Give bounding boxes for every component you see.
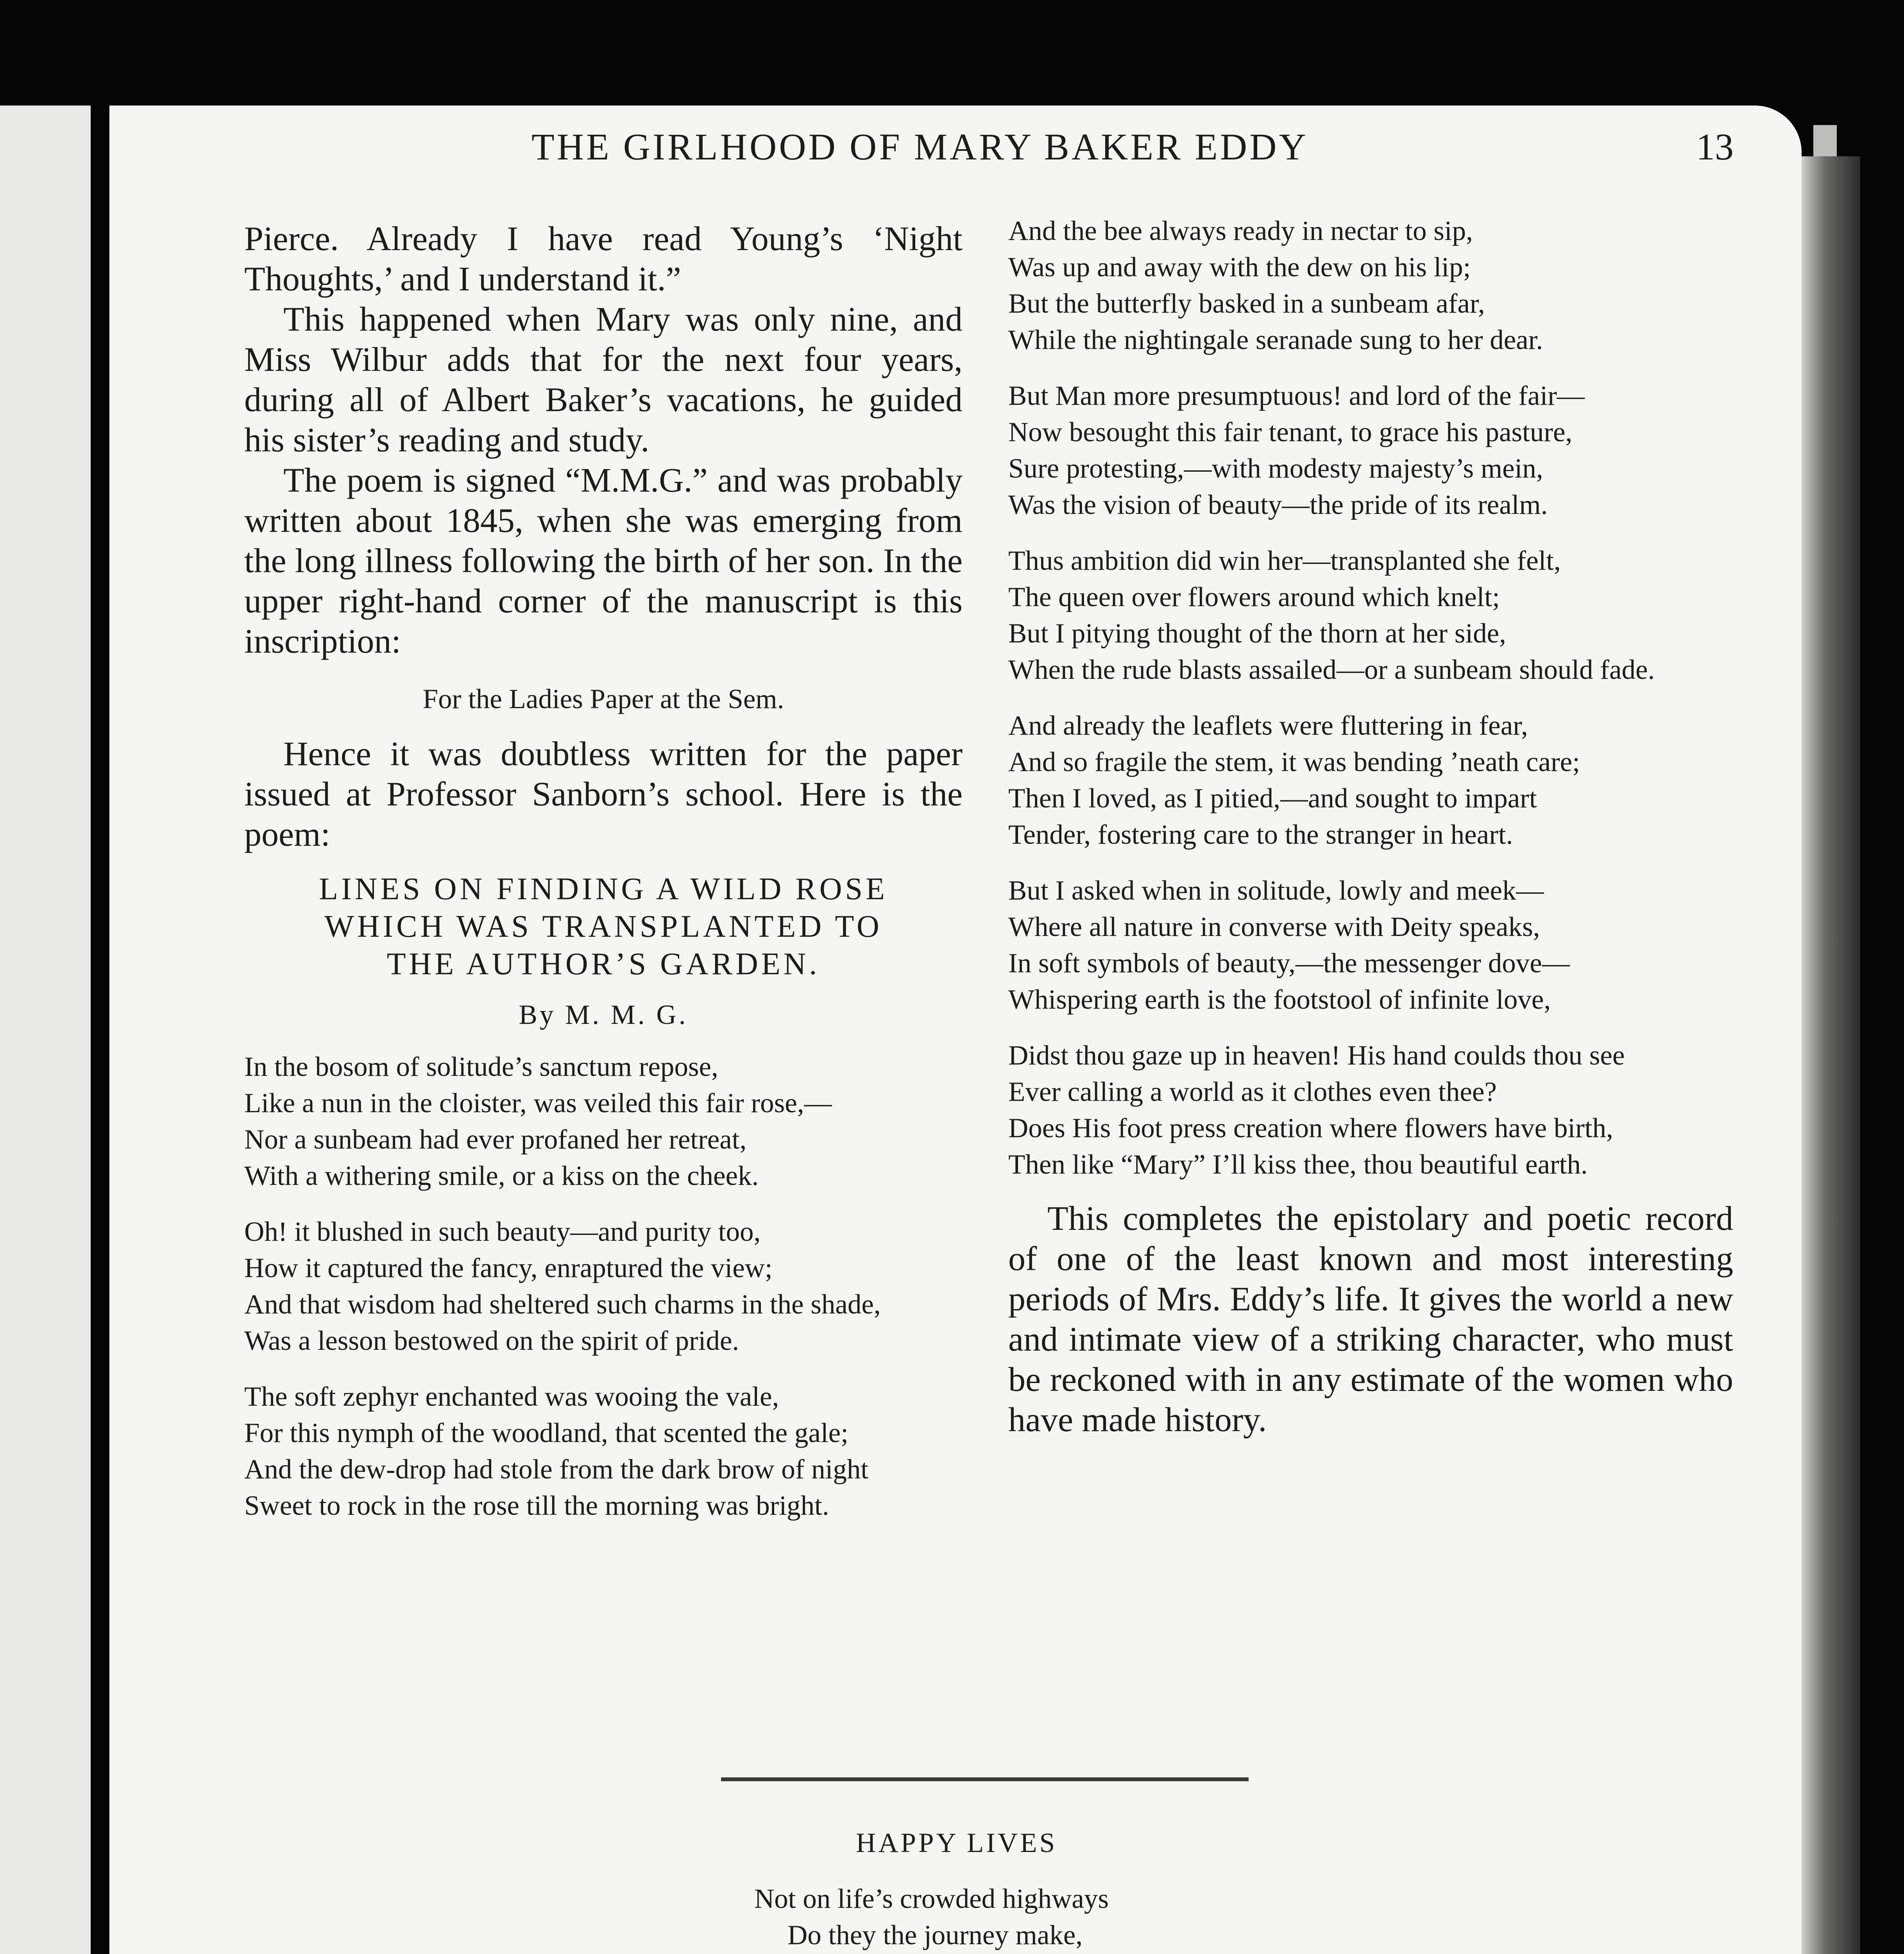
poem-stanza (1008, 543, 1733, 688)
poem-title-line: WHICH WAS TRANSPLANTED TO (324, 909, 882, 944)
poem-line: Was up and away with the dew on his lip; (1008, 252, 1471, 283)
running-header: THE GIRLHOOD OF MARY BAKER EDDY (531, 126, 1308, 168)
poem-line: And the bee always ready in nectar to sip, (1008, 216, 1473, 246)
poem-line: And so fragile the stem, it was bending ’neath care; (1008, 747, 1580, 777)
left-column (244, 219, 963, 1544)
poem-byline: By M. M. G. (519, 1000, 688, 1030)
poem-stanza (754, 1881, 1340, 1954)
poem-stanza (1008, 378, 1733, 523)
poem-stanza (244, 1049, 963, 1194)
poem-line: Then like “Mary” I’ll kiss thee, thou beautiful earth. (1008, 1149, 1588, 1180)
poem-title-line: LINES ON FINDING A WILD ROSE (319, 872, 888, 906)
poem-line: But the butterfly basked in a sunbeam afar, (1008, 288, 1485, 319)
poem-line: And already the leaflets were fluttering in fear, (1008, 710, 1528, 741)
poem-line: With a withering smile, or a kiss on the cheek. (244, 1161, 759, 1191)
poem-line: In soft symbols of beauty,—the messenger dove— (1008, 948, 1570, 979)
poem-line: Whispering earth is the footstool of infinite love, (1008, 984, 1551, 1015)
poem-line: Do they the journey make, (787, 1920, 1083, 1950)
poem-line: For this nymph of the woodland, that scented the gale; (244, 1418, 848, 1448)
poem-stanza (1008, 213, 1733, 358)
paragraph: This happened when Mary was only nine, and Miss Wilbur adds that for the next four years, during all of Albert Baker’s vacations, he guided his sister’s reading and study. (244, 301, 963, 459)
poem-line: Was the vision of beauty—the pride of its realm. (1008, 490, 1548, 520)
paragraph: The poem is signed “M.M.G.” and was probably written about 1845, when she was emerging from the long illness following the birth of her son. In the upper right-hand corner of the manuscript is this inscription: (244, 462, 963, 660)
poem-line: Like a nun in the cloister, was veiled this fair rose,— (244, 1088, 832, 1118)
poem-line: Sweet to rock in the rose till the morning was bright. (244, 1491, 829, 1521)
poem-line: And the dew-drop had stole from the dark brow of night (244, 1454, 869, 1485)
closing-paragraph: This completes the epistolary and poetic record of one of the least known and most interesting periods of Mrs. Eddy’s life. It gives the world a new and intimate view of a striking character, who must be reckoned with in any estimate of the women who have made history. (1008, 1200, 1733, 1439)
poem-line: But Man more presumptuous! and lord of the fair— (1008, 381, 1585, 411)
happy-lives-poem (754, 1825, 1340, 1954)
poem-line: Was a lesson bestowed on the spirit of pride. (244, 1326, 739, 1356)
previous-page-edge (0, 106, 91, 1954)
poem-line: But I asked when in solitude, lowly and meek— (1008, 875, 1544, 906)
poem-stanza (1008, 708, 1733, 853)
right-column (1008, 213, 1733, 1440)
page-shadow-edge (1802, 156, 1860, 1954)
poem-line: When the rude blasts assailed—or a sunbeam should fade. (1008, 655, 1655, 685)
poem-stanza (1008, 873, 1733, 1018)
poem-line: Not on life’s crowded highways (754, 1884, 1109, 1914)
poem-stanza (1008, 1038, 1733, 1183)
poem-line: Sure protesting,—with modesty majesty’s mein, (1008, 453, 1543, 484)
poem-line: And that wisdom had sheltered such charms in the shade, (244, 1289, 881, 1320)
poem-line: Oh! it blushed in such beauty—and purity too, (244, 1217, 761, 1247)
poem-title: HAPPY LIVES (856, 1828, 1058, 1858)
poem-line: Nor a sunbeam had ever profaned her retreat, (244, 1124, 747, 1155)
inscription: For the Ladies Paper at the Sem. (422, 684, 784, 714)
poem-line: Where all nature in converse with Deity speaks, (1008, 912, 1540, 942)
poem-line: Thus ambition did win her—transplanted she felt, (1008, 546, 1561, 576)
poem-line: Now besought this fair tenant, to grace his pasture, (1008, 417, 1573, 447)
poem-line: Tender, fostering care to the stranger in heart. (1008, 820, 1513, 850)
poem-stanzas-continued (1008, 213, 1733, 1183)
poem-line: The queen over flowers around which knelt; (1008, 582, 1500, 612)
poem-line: Ever calling a world as it clothes even thee? (1008, 1077, 1497, 1107)
poem-stanza (244, 1379, 963, 1524)
poem-stanza (244, 1214, 963, 1359)
poem-title-line: THE AUTHOR’S GARDEN. (387, 947, 820, 981)
paragraph: Hence it was doubtless written for the paper issued at Professor Sanborn’s school. Here is the poem: (244, 735, 963, 854)
poem-line: How it captured the fancy, enraptured the view; (244, 1253, 773, 1283)
paragraph: Pierce. Already I have read Young’s ‘Night Thoughts,’ and I understand it.” (244, 220, 963, 298)
poem-line: Didst thou gaze up in heaven! His hand coulds thou see (1008, 1040, 1625, 1071)
poem-line: Then I loved, as I pitied,—and sought to impart (1008, 783, 1537, 814)
poem-line: But I pitying thought of the thorn at her side, (1008, 618, 1506, 649)
page-number: 13 (1696, 126, 1734, 168)
poem-stanzas (244, 1049, 963, 1524)
poem-line: The soft zephyr enchanted was wooing the vale, (244, 1381, 779, 1412)
poem-line: In the bosom of solitude’s sanctum repose, (244, 1052, 718, 1082)
poem-line: Does His foot press creation where flowers have birth, (1008, 1113, 1613, 1143)
poem-line: While the nightingale seranade sung to her dear. (1008, 325, 1543, 355)
section-divider (721, 1777, 1249, 1781)
